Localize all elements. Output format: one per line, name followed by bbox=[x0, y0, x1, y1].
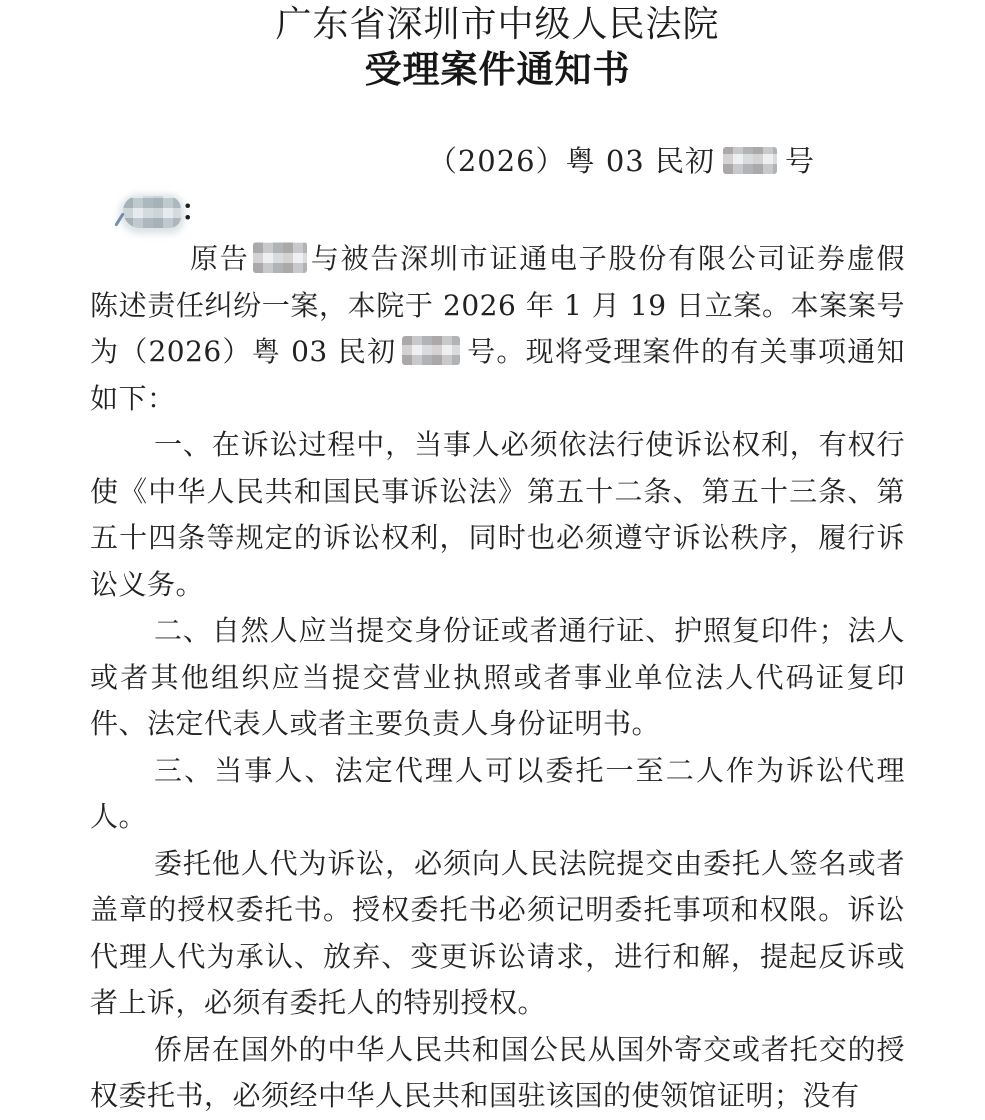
case-intro-text: 与被告深圳市证通电子股份有限公司证券虚假陈述责任纠纷一案，本院于 2026 年 1 月 19 日立案。本案案号为（2026）粤 03 民初 bbox=[90, 242, 905, 368]
addressee-colon: ： bbox=[181, 193, 211, 227]
plaintiff-label: 原告 bbox=[190, 242, 250, 275]
document-title: 受理案件通知书 bbox=[364, 47, 631, 91]
partial-character-mark bbox=[114, 212, 124, 226]
case-number-redaction-mosaic bbox=[723, 147, 777, 174]
document-body bbox=[90, 236, 905, 1120]
notice-item-1: 一、在诉讼过程中，当事人必须依法行使诉讼权利，有权行使《中华人民共和国民事诉讼法》第五十二条、第五十三条、第五十四条等规定的诉讼权利，同时也必须遵守诉讼秩序，履行诉讼义务。 bbox=[90, 428, 905, 601]
addressee-line bbox=[90, 192, 905, 232]
case-number-prefix: （2026）粤 03 民初 bbox=[427, 144, 715, 178]
notice-item-3-paragraph-3: 侨居在国外的中华人民共和国公民从国外寄交或者托交的授权委托书，必须经中华人民共和国驻该国的使领馆证明；没有 bbox=[90, 1032, 905, 1112]
notice-item-3-paragraph-2: 委托他人代为诉讼，必须向人民法院提交由委托人签名或者盖章的授权委托书。授权委托书必须记明委托事项和权限。诉讼代理人代为承认、放弃、变更诉讼请求，进行和解，提起反诉或者上诉，必须有委托人的特别授权。 bbox=[90, 846, 905, 1019]
court-name: 广东省深圳市中级人民法院 bbox=[275, 4, 720, 45]
addressee-name-blur bbox=[123, 196, 181, 228]
plaintiff-name-redaction-mosaic bbox=[253, 242, 307, 273]
notice-item-2: 二、自然人应当提交身份证或者通行证、护照复印件；法人或者其他组织应当提交营业执照或者事业单位法人代码证复印件、法定代表人或者主要负责人身份证明书。 bbox=[90, 614, 905, 740]
case-number-suffix: 号 bbox=[784, 144, 815, 178]
notice-item-3: 三、当事人、法定代理人可以委托一至二人作为诉讼代理人。 bbox=[90, 753, 905, 833]
case-intro-closing: 号。现将受理案件的有关事项通知如下： bbox=[90, 335, 905, 415]
case-number-line bbox=[90, 144, 905, 178]
paragraph-case-intro bbox=[90, 236, 905, 422]
body-case-number-redaction-mosaic bbox=[402, 336, 460, 365]
